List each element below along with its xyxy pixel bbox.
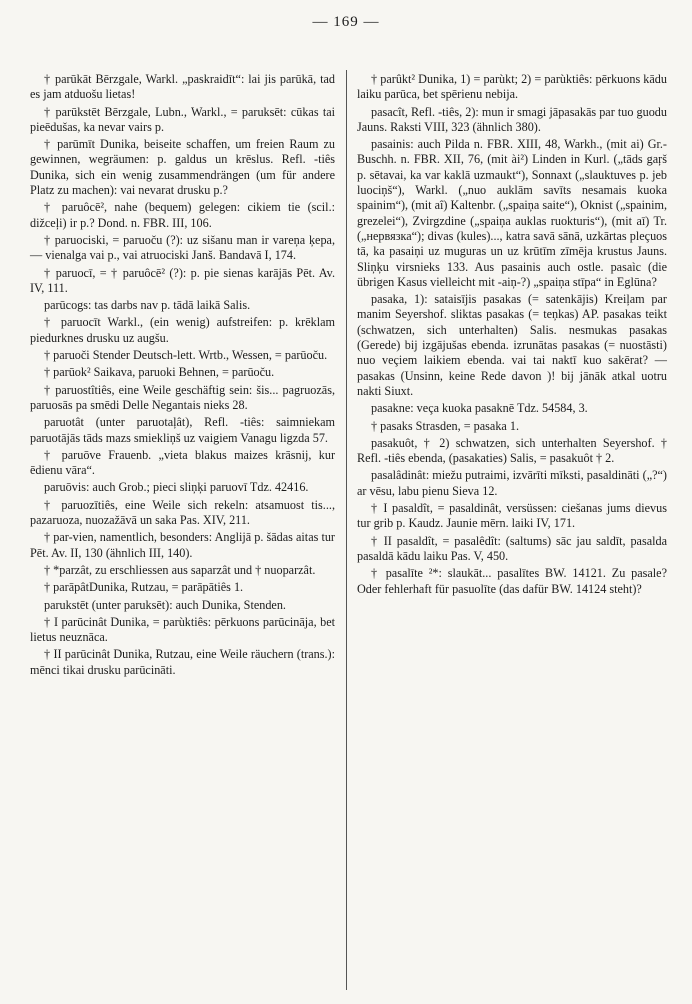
entry: pasacît, Refl. -tiês, 2): mun ir smagi jāpasakās par tuo guodu Jauns. Raksti VIII, 323 (ähnlich 380). (357, 104, 667, 134)
entry: † paruōve Frauenb. „vieta blakus maizes krāsnij, kur ēdienu vāra“. (30, 447, 335, 478)
entry: paruotât (unter paruotaļât), Refl. -tiês: saimniekam paruotājās tāds mazs smiekliņš uz vaigiem Vanagu ligzda 57. (30, 415, 335, 445)
column-divider (346, 70, 347, 990)
entry: † paruoči Stender Deutsch-lett. Wrtb., Wessen, = parūoču. (44, 348, 328, 363)
entry: † paruôcē², nahe (bequem) gelegen: cikiem tie (scil.: dižceļi) ir p.? Dond. n. FBR. III, 106. (30, 200, 335, 230)
entry: † parūmīt Dunika, beiseite schaffen, um freien Raum zu gewinnen, wegräumen: p. galdus un krēslus. Refl. -tiês Dunika, sich ein wenig zusammendrängen (um für andere Platz zu machen): vai nevarat drusku p.? (30, 137, 335, 198)
entry: † paruozītiês, eine Weile sich rekeln: atsamuost tis..., pazaruoza, nuozažāvā un saka Pas. XIV, 211. (30, 497, 335, 528)
entry: † paruociski, = paruoču (?): uz sišanu man ir vareņa ķepa, — vienalga vai p., vai atruociski Janš. Bandavā I, 174. (30, 232, 335, 263)
entry: pasalâdinât: miežu putraimi, izvārīti mīksti, pasaldināti („?“) ar vēsu, labu pienu Sieva 12. (357, 468, 667, 498)
entry: † I parūcinât Dunika, = parùktiês: pērkuons parūcināja, bet lietus neuznāca. (30, 614, 335, 645)
entry: pasakne: veça kuoka pasaknē Tdz. 54584, 3. (371, 401, 588, 416)
entry: paruōvis: auch Grob.; pieci sliņķi paruovī Tdz. 42416. (44, 480, 309, 495)
entry: parūcogs: tas darbs nav p. tādā laikā Salis. (44, 298, 251, 313)
entry: † paruocī, = † paruôcē² (?): p. pie sienas karājās Pēt. Av. IV, 111. (30, 265, 335, 295)
entry: † paruostîtiês, eine Weile geschäftig sein: šis... pagruozās, paruosās pa smēdi Delle Negantais nieks 28. (30, 382, 335, 412)
entry: † pasaks Strasden, = pasaka 1. (371, 418, 520, 433)
left-column (30, 72, 335, 680)
entry: † II parūcinât Dunika, Rutzau, eine Weile räuchern (trans.): mēnci tikai drusku parūcināti. (30, 647, 335, 677)
entry: † parūok² Saikava, paruoki Behnen, = parūoču. (44, 365, 275, 380)
entry: † par-vien, namentlich, besonders: Anglijā p. šādas aitas tur Pēt. Av. II, 130 (ähnlich III, 140). (30, 530, 335, 560)
entry: † II pasaldît, = pasalêdît: (saltums) sāc jau saldīt, pasalda pasaldā kādu laiku Pas. V, 450. (357, 533, 667, 563)
entry: † parûkt² Dunika, 1) = parùkt; 2) = parùktiês: pērkuons kādu laiku parūca, bet spērienu nebija. (357, 72, 667, 102)
entry: † pasalīte ²*: slaukāt... pasalītes BW. 14121. Zu pasale? Oder fehlerhaft für pasuolīte (das dafür BW. 14124 steht)? (357, 566, 667, 596)
entry: † paruocīt Warkl., (ein wenig) aufstreifen: p. krēklam piedurknes drusku uz augšu. (30, 315, 335, 345)
entry: pasaka, 1): sataisījis pasakas (= satenkājis) Kreiļam par manim Seyershof. sliktas pasakas (= teņkas) AP. pasakas teikt (schwatzen, sich unterhalten) Salis. nesmukas pasakas (Gerede) bij izgājušas ebenda. izrunātas pasakas (= nuostāsti) nuo veçiem laikiem ebenda. vai tai naktī kuo sakērat? — pasakas (Unsinn, keine Rede davon )! bij jānāk atkal uotru nakti Siuxt. (357, 292, 667, 398)
entry: † I pasaldît, = pasaldinât, versüssen: ciešanas jums dievus tur grib p. Kaudz. Jaunie mērn. laiki IV, 171. (357, 501, 667, 531)
page-number: — 169 — (312, 14, 380, 30)
entry: pasakuôt, † 2) schwatzen, sich unterhalten Seyershof. † Refl. -tiês ebenda, (pasakaties) Salis, = pasakuôt † 2. (357, 435, 667, 466)
entry: † parāpâtDunika, Rutzau, = parāpātiês 1. (44, 580, 244, 595)
entry: † *parzât, zu erschliessen aus saparzât und † nuoparzât. (44, 562, 316, 577)
entry: † parūkstēt Bērzgale, Lubn., Warkl., = paruksēt: cūkas tai pieēdušas, ka nevar vairs p. (30, 104, 335, 134)
entry: parukstēt (unter paruksēt): auch Dunika, Stenden. (44, 597, 286, 612)
entry: pasainis: auch Pilda n. FBR. XIII, 48, Warkh., (mit ai) Gr.-Buschh. n. FBR. XII, 76, (mit ài²) Linden in Kurl. („tāds gaŗš p. sētavai, ka var kaklā uzmaukt“), Sonnaxt („slauktuves p. jeb luociņš“), Warkl. („nuo auklām savīts nesamais kuoka spainim“), (mit aî) Kaltenbr. („spaiņa saite“), Oknist („spainim, grezelei“), Zvirgzdine („spaiņa auklas ruokturis“), (mit aī) Tr. („нервязка“); divas (kules)..., katra savā sānā, uzkārtas pleçuos tā, ka pasaiņi uz muguras un uz krūtīm zīmēja krustus Jauns. Sliņķu virsnieks 133. Aus pasainis auch ostle. pasaìc (die übrigen Kasus vielleicht mit -aiņ-?) „spaiņa stīpa“ in Eglūna? (357, 137, 667, 289)
entry: † parūkāt Bērzgale, Warkl. „paskraidīt“: lai jis parūkā, tad es jam atduošu lietas! (30, 72, 335, 102)
right-column (357, 72, 667, 599)
